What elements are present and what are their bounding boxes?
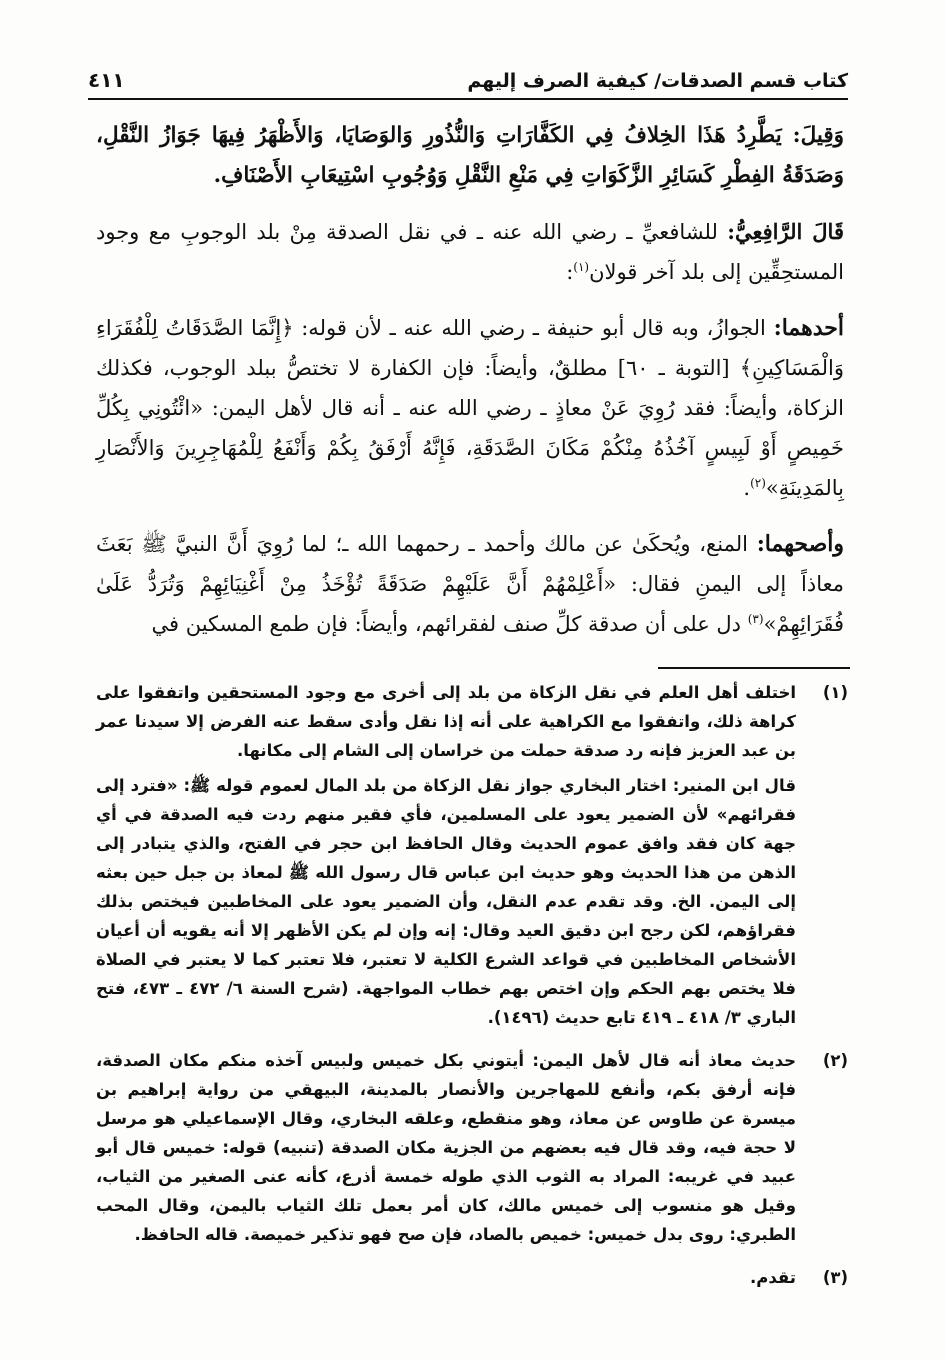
footnote-separator xyxy=(658,667,850,669)
footnote-3-text xyxy=(96,1263,796,1298)
paragraph-2 xyxy=(96,212,844,292)
footnote-3 xyxy=(96,1263,848,1298)
footnote-1-text xyxy=(96,678,796,1038)
footnote-1-number: (١) xyxy=(822,683,848,702)
paragraph-2-text: للشافعيِّ ـ رضي الله عنه ـ في نقل الصدقة مِنْ بلد الوجوبِ مع وجود المستحِقِّين إلى بلد آخر قولان xyxy=(96,220,844,284)
paragraph-3-lead: أحدهما: xyxy=(773,315,844,341)
footnote-2-text xyxy=(96,1046,796,1255)
paragraph-1: وَقِيلَ: يَطَّرِدُ هَذَا الخِلافُ فِي الكَفَّارَاتِ وَالنُّذُورِ وَالوَصَايَا، وَالأَظْهَرُ فِيهَا جَوَازُ النَّقْلِ، وَصَدَقَةُ الفِطْرِ كَسَائِرِ الزَّكَوَاتِ فِي مَنْعِ النَّقْلِ وَوُجُوبِ اسْتِيعَابِ الأَصْنَافِ. xyxy=(96,123,844,188)
footnote-1-part-b: قال ابن المنير: اختار البخاري جواز نقل الزكاة من بلد المال لعموم قوله ﷺ: «فترد إلى فقرائهم» لأن الضمير يعود على المسلمين، فأي فقير منهم ردت فيه الصدقة في أي جهة كان فقد وافق عموم الحديث وقال الحافظ ابن حجر في الفتح، والذي يتبادر إلى الذهن من هذا الحديث وهو حديث ابن عباس قال رسول الله ﷺ لمعاذ بن جبل حين بعثه إلى اليمن. الخ. وقد تقدم عدم النقل، وأن الضمير يعود على المخاطبين فيختص بذلك فقراؤهم، لكن رجح ابن دقيق العيد وقال: إنه وإن لم يكن الأظهر إلا أنه يقويه أن أعيان الأشخاص المخاطبين في قواعد الشرع الكلية لا تعتبر، فلا تعتبر كما لا يعتبر في الصلاة فلا يختص بهم الحكم وإن اختص بهم خطاب المواجهة. (شرح السنة ٦/ ٤٧٢ ـ ٤٧٣، فتح الباري ٣/ ٤١٨ ـ ٤١٩ تابع حديث (١٤٩٦). xyxy=(96,776,796,1027)
page-number: ٤١١ xyxy=(88,68,125,92)
paragraph-3-end: . xyxy=(743,476,751,500)
footnote-3-body: تقدم. xyxy=(750,1268,796,1287)
footnote-ref-1[interactable]: (١) xyxy=(573,260,590,274)
paragraph-2-end: : xyxy=(566,260,574,284)
paragraph-4-text-2: دل على أن صدقة كلِّ صنف لفقرائهم، وأيضاً: فإن طمع المسكين في xyxy=(151,612,742,636)
footnote-3-number: (٣) xyxy=(822,1268,848,1287)
footnote-2-number: (٢) xyxy=(822,1051,848,1070)
footnote-ref-3[interactable]: (٣) xyxy=(747,612,764,626)
footnote-2-body: حديث معاذ أنه قال لأهل اليمن: أيتوني بكل خميس ولبيس آخذه منكم مكان الصدقة، فإنه أرفق بكم، وأنفع للمهاجرين والأنصار بالمدينة، البيهقي من رواية إبراهيم بن ميسرة عن طاوس عن معاذ، وهو منقطع، وعلقه البخاري، وقال الإسماعيلي هو مرسل لا حجة فيه، وقد قال فيه بعضهم من الجزية مكان الصدقة (تنبيه) قوله: خميس قال أبو عبيد في غريبه: المراد به الثوب الذي طوله خمسة أذرع، كأنه عنى الصغير من الثياب، وقيل هو منسوب إلى خميس مالك، كان أمر بعمل تلك الثياب باليمن، وقال المحب الطبري: روى بدل خميس: خميص بالصاد، فإن صح فهو تذكير خميصة. قاله الحافظ. xyxy=(96,1051,796,1244)
paragraph-3 xyxy=(96,308,844,508)
paragraph-4-lead: وأصحهما: xyxy=(756,531,844,557)
paragraph-4 xyxy=(96,524,844,644)
footnote-1 xyxy=(96,678,848,1038)
footnote-1-part-a: اختلف أهل العلم في نقل الزكاة من بلد إلى أخرى مع وجود المستحقين واتفقوا على كراهة ذلك، واتفقوا مع الكراهية على أنه إذا نقل وأدى سقط عنه الفرض إلا سيدنا عمر بن عبد العزيز فإنه رد صدقة حملت من خراسان إلى الشام إلى مكانها. xyxy=(96,683,796,760)
paragraph-2-lead: قَالَ الرَّافِعِيُّ: xyxy=(727,219,844,244)
chapter-title: كتاب قسم الصدقات/ كيفية الصرف إليهم xyxy=(467,70,848,92)
footnote-2 xyxy=(96,1046,848,1255)
footnotes xyxy=(96,678,848,1306)
main-text xyxy=(96,116,844,660)
footnote-ref-2[interactable]: (٢) xyxy=(750,476,766,490)
paragraph-3-text: الجوازُ، وبه قال أبو حنيفة ـ رضي الله عنه ـ لأن قوله: ﴿إِنَّمَا الصَّدَقَاتُ لِلْفُقَرَاءِ وَالْمَسَاكِينِ﴾ [التوبة ـ ٦٠] مطلقٌ، وأيضاً: فإن الكفارة لا تختصُّ ببلد الوجوب، فكذلك الزكاة، وأيضاً: فقد رُوِيَ عَنْ معاذٍ ـ رضي الله عنه ـ أنه قال لأهل اليمن: «ائْتُونِي بِكُلِّ خَمِيصٍ أَوْ لَبِيسٍ آخُذُهُ مِنْكُمْ مَكَانَ الصَّدَقَةِ، فَإِنَّهُ أَرْفَقُ بِكُمْ وَأَنْفَعُ لِلْمُهَاجِرِينَ وَالأَنْصَارِ بِالمَدِينَةِ» xyxy=(96,316,844,500)
paragraph-4-text: المنع، ويُحكَىٰ عن مالك وأحمد ـ رحمهما الله ـ؛ لما رُوِيَ أَنَّ النبيَّ ﷺ بَعَثَ معاذاً إلى اليمنِ فقال: «أَعْلِمْهُمْ أَنَّ عَلَيْهِمْ صَدَقَةً تُؤْخَذُ مِنْ أَغْنِيَائِهِمْ وَتُرَدُّ عَلَىٰ فُقَرَائِهِمْ» xyxy=(96,532,844,636)
running-header xyxy=(88,58,848,100)
